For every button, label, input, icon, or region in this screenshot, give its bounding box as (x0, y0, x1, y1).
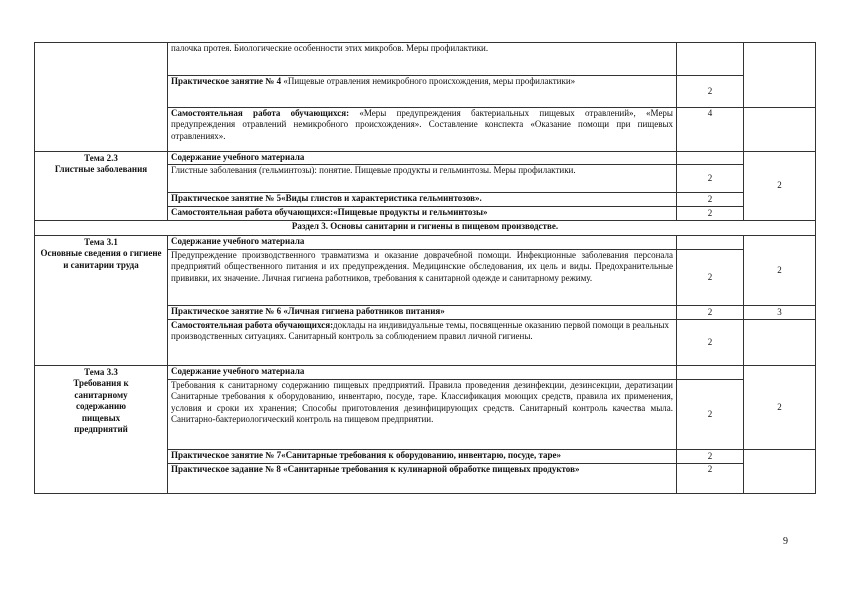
topic-number: Тема 3.3 (84, 367, 118, 377)
content-cell (168, 464, 677, 494)
content-text: Предупреждение производственного травматизма и оказание доврачебной помощи. Инфекционные заболевания персонала предприятий общественного питания и их предупреждения. Медицинские обследования, их цель и виды. Предохранительные прививки, их значение. Личная гигиена работников, требования к санитарной одежде и санитарному режиму. (171, 250, 673, 283)
hours-cell: 2 (677, 464, 744, 494)
content-text: «Личная гигиена работников питания» (281, 306, 445, 316)
content-cell (168, 450, 677, 464)
hours-cell: 2 (677, 450, 744, 464)
section-title: Раздел 3. Основы санитарии и гигиены в пищевом производстве. (35, 221, 816, 236)
level-cell: 3 (744, 306, 816, 320)
hours-cell: 2 (677, 250, 744, 306)
topic-cell (35, 43, 168, 152)
topic-cell (35, 152, 168, 221)
hours-cell: 2 (677, 380, 744, 450)
table-row (35, 366, 816, 380)
practical-task-label: Практическое задание № 8 (171, 464, 281, 474)
content-text: «Санитарные требования к оборудованию, инвентарю, посуде, таре» (281, 450, 561, 460)
level-cell: 2 (744, 152, 816, 221)
hours-cell: 2 (677, 165, 744, 193)
content-cell (168, 165, 677, 193)
topic-title: Основные сведения о гигиене и санитарии труда (40, 248, 162, 270)
content-header-cell (168, 152, 677, 165)
content-cell (168, 193, 677, 207)
content-header: Содержание учебного материала (171, 152, 305, 162)
topic-number: Тема 2.3 (84, 153, 118, 163)
content-text: Требования к санитарному содержанию пищевых предприятий. Правила проведения дезинфекции, дезинсекции, дератизации Санитарные требования к оборудованию, инвентарю, посуде, таре. Классификация моющих средств, правила их применения, условия и сроки их хранения; Способы приготовления дезинфицирующих средств. Санитарный контроль качества мыла. Санитарно-бактериологический контроль на пищевом предприятии. (171, 380, 673, 425)
content-header-cell (168, 236, 677, 250)
content-header-cell (168, 366, 677, 380)
curriculum-table (34, 42, 816, 494)
content-cell (168, 108, 677, 152)
hours-cell: 2 (677, 193, 744, 207)
content-cell (168, 43, 677, 76)
level-cell (744, 43, 816, 108)
content-header: Содержание учебного материала (171, 366, 305, 376)
topic-cell (35, 236, 168, 366)
page-number: 9 (783, 536, 788, 547)
practical-lesson-label: Практическое занятие № 7 (171, 450, 282, 460)
content-text: «Виды глистов и характеристика гельминтозов». (281, 193, 482, 203)
content-text: Глистные заболевания (гельминтозы): понятие. Пищевые продукты и гельминтозы. Меры профилактики. (171, 165, 576, 175)
hours-cell: 2 (677, 207, 744, 221)
content-cell (168, 320, 677, 366)
self-study-label: Самостоятельная работа обучающихся: (171, 108, 350, 118)
level-cell (744, 108, 816, 152)
hours-cell: 2 (677, 306, 744, 320)
section-row (35, 221, 816, 236)
content-text: палочка протея. Биологические особенности этих микробов. Меры профилактики. (171, 43, 489, 53)
level-cell (744, 450, 816, 494)
content-cell (168, 306, 677, 320)
content-text: доклады на индивидуальные темы, посвященные оказанию первой помощи в реальных производственных ситуациях. Санитарный контроль за соблюдением правил личной гигиены. (171, 320, 670, 342)
content-cell (168, 207, 677, 221)
content-cell (168, 380, 677, 450)
practical-lesson-label: Практическое занятие № 5 (171, 193, 282, 203)
hours-cell (677, 236, 744, 250)
content-text: «Пищевые продукты и гельминтозы» (333, 207, 488, 217)
hours-cell (677, 43, 744, 76)
content-header: Содержание учебного материала (171, 236, 305, 246)
self-study-label: Самостоятельная работа обучающихся: (171, 320, 334, 330)
content-cell (168, 76, 677, 108)
topic-title: Требования к санитарному содержанию пищевых предприятий (73, 378, 129, 435)
topic-title: Глистные заболевания (54, 164, 148, 175)
content-text: «Пищевые отравления немикробного происхождения, меры профилактики» (281, 76, 576, 86)
level-cell (744, 320, 816, 366)
practical-lesson-label: Практическое занятие № 4 (171, 76, 282, 86)
table-row (35, 236, 816, 250)
hours-cell: 4 (677, 108, 744, 152)
content-text: «Санитарные требования к кулинарной обработке пищевых продуктов» (280, 464, 580, 474)
level-cell: 2 (744, 366, 816, 450)
level-cell: 2 (744, 236, 816, 306)
topic-cell (35, 366, 168, 494)
content-text: «Меры предупреждения бактериальных пищевых отравлений», «Меры предупреждения отравлений немикробного происхождения». Составление конспекта «Оказание помощи при пищевых отравлениях». (171, 108, 673, 141)
hours-cell (677, 152, 744, 165)
topic-number: Тема 3.1 (84, 237, 118, 247)
self-study-label: Самостоятельная работа обучающихся: (171, 207, 334, 217)
hours-cell: 2 (677, 320, 744, 366)
table-row (35, 43, 816, 76)
practical-lesson-label: Практическое занятие № 6 (171, 306, 282, 316)
content-cell (168, 250, 677, 306)
hours-cell (677, 366, 744, 380)
hours-cell: 2 (677, 76, 744, 108)
table-row (35, 152, 816, 165)
